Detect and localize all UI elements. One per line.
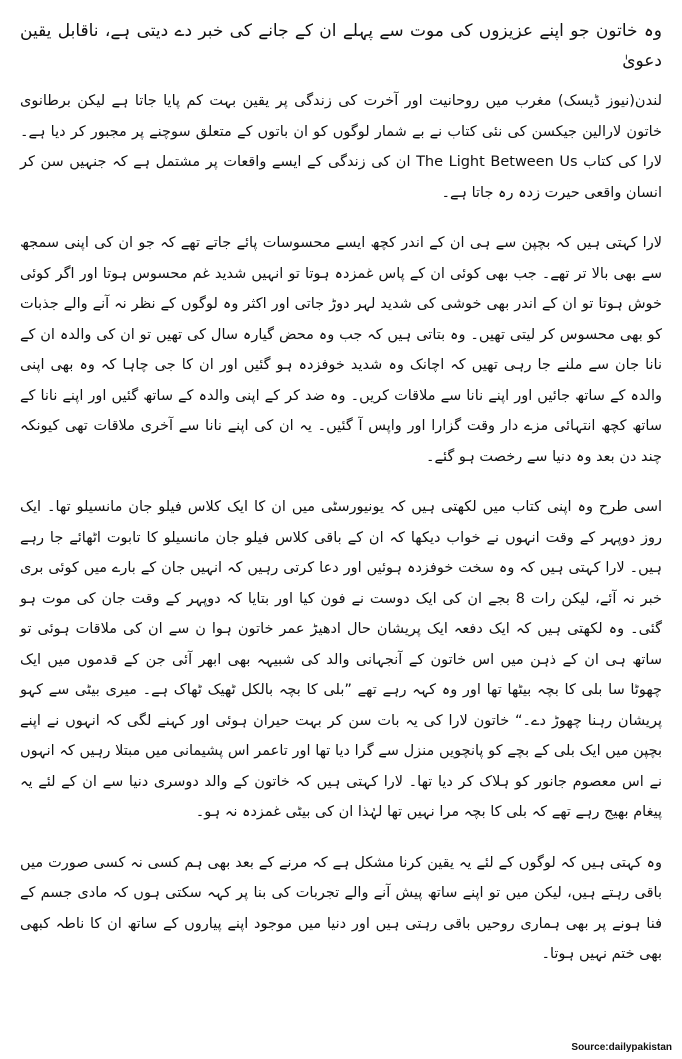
article-paragraph: وہ کہتی ہیں کہ لوگوں کے لئے یہ یقین کرنا مشکل ہے کہ مرنے کے بعد بھی ہم کسی نہ کسی صورت میں باقی رہتے ہیں، لیکن میں تو اپنے ساتھ پیش آنے والے تجربات کی بنا پر کہہ سکتی ہوں کہ مادی جسم کے فنا ہونے پر بھی ہماری روحیں باقی رہتی ہیں اور دنیا میں موجود اپنے پیاروں کے ساتھ ان کا ناطہ کبھی بھی ختم نہیں ہوتا۔ (20, 854, 662, 962)
article-title: وہ خاتون جو اپنے عزیزوں کی موت سے پہلے ان کے جانے کی خبر دے دیتی ہے، ناقابل یقین دعویٰ (20, 21, 662, 71)
article-paragraph: لارا کہتی ہیں کہ بچپن سے ہی ان کے اندر کچھ ایسے محسوسات پائے جاتے تھے کہ جو ان کی اپنی سمجھ سے بھی بالا تر تھے۔ جب بھی کوئی ان کے پاس غمزدہ ہوتا تو انہیں شدید غم محسوس ہوتا اور اگر کوئی خوش ہوتا تو ان کے اندر بھی خوشی کی شدید لہر دوڑ جاتی اور اکثر وہ لوگوں کے نظر نہ آنے والے جذبات کو بھی محسوس کر لیتی تھیں۔ وہ بتاتی ہیں کہ جب وہ محض گیارہ سال کی تھیں تو ان کی والدہ ان کے نانا جان سے ملنے جا رہی تھیں کہ اچانک وہ شدید خوفزدہ ہو گئیں اور ان کا جی چاہا کہ وہ بھی اپنی والدہ کے ساتھ جائیں اور اپنے نانا سے ملاقات کریں۔ وہ ضد کر کے اپنی والدہ کے ساتھ گئیں اور اپنے نانا کے ساتھ کچھ انتہائی مزے دار وقت گزارا اور واپس آ گئیں۔ یہ ان کی اپنے نانا سے آخری ملاقات تھی کیونکہ چند دن بعد وہ دنیا سے رخصت ہو گئے۔ (20, 235, 662, 465)
source-credit: Source:dailypakistan (571, 1042, 672, 1053)
article-paragraph: اسی طرح وہ اپنی کتاب میں لکھتی ہیں کہ یونیورسٹی میں ان کا ایک کلاس فیلو جان مانسیلو تھا۔ ایک روز دوپہر کے وقت انہوں نے خواب دیکھا کہ ان کے باقی کلاس فیلو جان مانسیلو کا تابوت اٹھائے جا رہے ہیں۔ لارا کہتی ہیں کہ وہ سخت خوفزدہ ہوئیں اور دعا کرتی رہیں کہ انہیں جان کے بارے میں کوئی بری خبر نہ آئے، لیکن رات 8 بجے ان کی ایک دوست نے فون کیا اور بتایا کہ دوپہر کے وقت جان کی موت ہو گئی۔ وہ لکھتی ہیں کہ ایک دفعہ ایک پریشان حال ادھیڑ عمر خاتون ہوا ن سے ان کی ملاقات ہوئی تو ساتھ ہی ان کے ذہن میں اس خاتون کے آنجہانی والد کی شبیہہ بھی ابھر آئی جن کے قدموں میں ایک چھوٹا سا بلی کا بچہ بیٹھا تھا اور وہ کہہ رہے تھے ”بلی کا بچہ بالکل ٹھیک ٹھاک ہے۔ میری بیٹی سے کہو پریشان رہنا چھوڑ دے۔“ خاتون لارا کی یہ بات سن کر بہت حیران ہوئی اور کہنے لگی کہ انہوں نے اپنے بچپن میں ایک بلی کے بچے کو پانچویں منزل سے گرا دیا تھا اور تاعمر اس پشیمانی میں مبتلا رہیں کہ انہوں نے اس معصوم جانور کو ہلاک کر دیا تھا۔ لارا کہتی ہیں کہ خاتون کے والد دوسری دنیا سے ان کے لئے یہ پیغام بھیج رہے تھے کہ بلی کا بچہ مرا نہیں تھا لہٰذا ان کی بیٹی غمزدہ نہ ہو۔ (20, 499, 662, 820)
article-paragraph: لندن(نیوز ڈیسک) مغرب میں روحانیت اور آخرت کی زندگی پر یقین بہت کم پایا جاتا ہے لیکن برطانوی خاتون لارالین جیکسن کی نئی کتاب نے بے شمار لوگوں کو ان باتوں کے متعلق سوچنے پر مجبور کر دیا ہے۔ لارا کی کتاب The Light Between Us ان کی زندگی کے ایسے واقعات پر مشتمل ہے کہ جنہیں سن کر انسان واقعی حیرت زدہ رہ جاتا ہے۔ (20, 93, 662, 201)
